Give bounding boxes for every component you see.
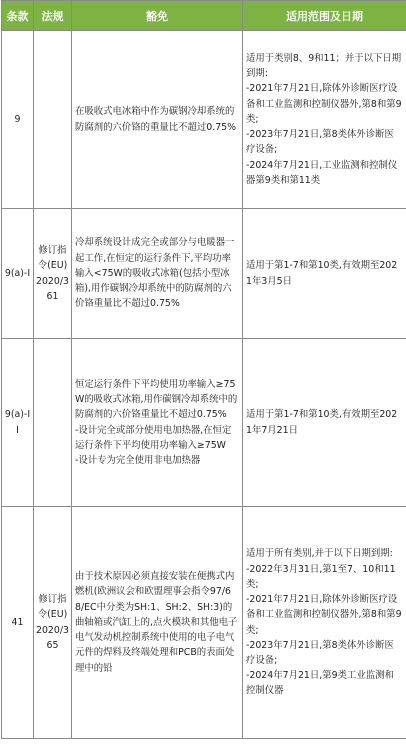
table-header-row	[2, 1, 406, 31]
law-cell: 修订指令(EU) 2020/365	[34, 507, 72, 739]
clause-number: 9	[2, 31, 34, 209]
law-cell: 修订指令(EU) 2020/361	[34, 209, 72, 339]
scope-line: 适用于类别8、9和11；并于以下日期到期:	[246, 52, 402, 80]
exemption-text: 在吸收式电冰箱中作为碳钢冷却系统的防腐剂的六价铬的重量比不超过0.75%	[72, 31, 243, 209]
exemption-text: 冷却系统设计成完全或部分与电暖器一起工作,在恒定的运行条件下,平均功率输入<75W的吸收式冰箱(包括小型冰箱),用作碳钢冷却系统中的防腐剂的六价铬重量比不超过0.75%	[72, 209, 243, 339]
table-row	[2, 209, 406, 339]
table-row	[2, 507, 406, 739]
scope-line: 适用于第1-7和第10类,有效期至2021年3月5日	[246, 260, 398, 287]
exemption-line: -设计专为完全使用非电加热器	[75, 454, 201, 466]
header-law: 法规	[34, 1, 72, 31]
table-row	[2, 31, 406, 209]
exemption-cell	[72, 339, 243, 507]
scope-line: -2024年7月21日,第9类工业监测和控制仪器	[246, 670, 394, 697]
exemption-text: 由于技术原因必须直接安装在便携式内燃机(欧洲议会和欧盟理事会指令97/68/EC中分类为SH:1、SH:2、SH:3)的曲轴箱或汽缸上的,点火模块和其他电子电气发动机控制系统中使用的电子电气元件的焊料及终端处理和PCB的表面处理中的铅	[72, 507, 243, 739]
scope-line: -2023年7月21日,第8类体外诊断医疗设备;	[246, 639, 394, 666]
scope-line: -2021年7月21日,除体外诊断医疗设备和工业监测和控制仪器外,第8和第9类;	[246, 594, 402, 636]
header-exemption: 豁免	[72, 1, 243, 31]
clause-number: 9(a)-I	[2, 209, 34, 339]
header-scope: 适用范围及日期	[243, 1, 406, 31]
clause-number: 9(a)-II	[2, 339, 34, 507]
scope-line: 适用于第1-7和第10类,有效期至2021年7月21日	[246, 409, 398, 436]
clause-number: 41	[2, 507, 34, 739]
scope-cell	[243, 209, 406, 339]
scope-line: -2024年7月21日,工业监测和控制仪器第9类和第11类	[246, 159, 398, 186]
scope-cell	[243, 507, 406, 739]
exemption-line: 恒定运行条件下平均使用功率输入≥75W的吸收式冰箱,用作碳钢冷却系统中的防腐剂的六价铬重量比不超过0.75%	[75, 378, 238, 421]
scope-line: -2022年3月31日,第1至7、10和11类;	[246, 563, 396, 590]
header-num: 条款	[2, 1, 34, 31]
table-row	[2, 339, 406, 507]
law-cell	[34, 339, 72, 507]
scope-cell	[243, 339, 406, 507]
scope-line: -2021年7月21日,除体外诊断医疗设备和工业监测和控制仪器外,第8和第9类;	[246, 83, 402, 125]
scope-line: -2023年7月21日,第8类体外诊断医疗设备;	[246, 129, 394, 156]
exemption-line: -设计完全或部分使用电加热器,在恒定运行条件下平均使用功率输入≥75W	[75, 424, 232, 451]
scope-cell	[243, 31, 406, 209]
regulation-table	[1, 0, 406, 739]
law-cell	[34, 31, 72, 209]
scope-line: 适用于所有类别,并于以下日期到期:	[246, 548, 393, 560]
